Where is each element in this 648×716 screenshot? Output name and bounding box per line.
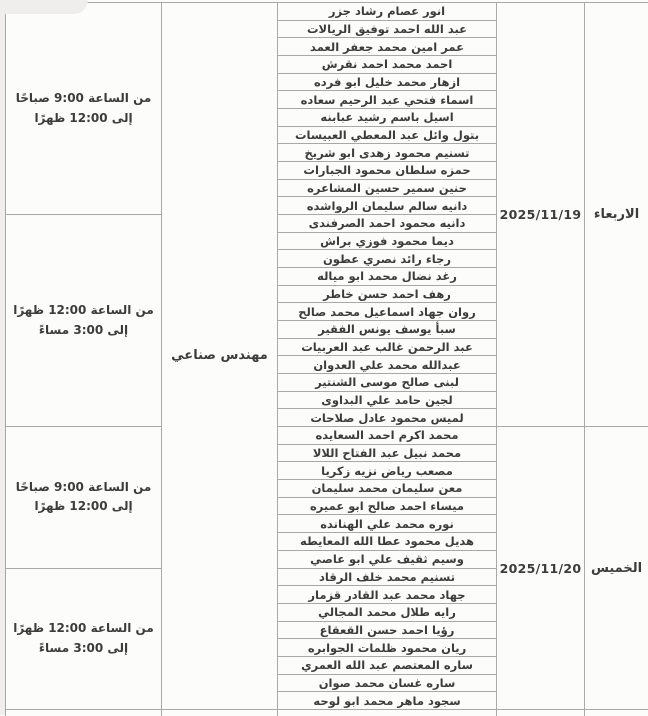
table-row: محمد اكرم احمد السعايده bbox=[278, 427, 497, 445]
table-row: نوره محمد علي الهنانده bbox=[278, 515, 497, 533]
table-row: احمد محمد احمد نقرش bbox=[278, 56, 497, 74]
table-row: تسنيم محمود زهدى ابو شريخ bbox=[278, 144, 497, 162]
page-left-margin bbox=[0, 0, 5, 715]
table-row: بتول وائل عبد المعطي العبيسات bbox=[278, 127, 497, 145]
time-slot-line: من الساعة 12:00 ظهرًا bbox=[13, 302, 154, 317]
time-slot-cell bbox=[6, 569, 162, 710]
table-row: رغد نضال محمد ابو مياله bbox=[278, 268, 497, 286]
table-row: جهاد محمد عبد القادر قزمار bbox=[278, 586, 497, 604]
table-row: تسنيم محمد خلف الرقاد bbox=[278, 569, 497, 587]
time-slot-cell bbox=[6, 3, 162, 215]
table-row: دانيه سالم سليمان الرواشده bbox=[278, 197, 497, 215]
table-row: اسيل باسم رشيد عبابنه bbox=[278, 109, 497, 127]
table-row: مصعب رياض نزيه زكريا bbox=[278, 462, 497, 480]
table-row: ساره المعتصم عبد الله العمري bbox=[278, 657, 497, 675]
table-row: لبنى صالح موسى الشنتير bbox=[278, 374, 497, 392]
table-row: اسماء فتحي عبد الرحيم سعاده bbox=[278, 91, 497, 109]
time-slot-line: إلى 3:00 مساءً bbox=[38, 640, 129, 655]
table-row: دانيه محمود احمد الصرفندى bbox=[278, 215, 497, 233]
date-cell: 2025/11/19 bbox=[497, 3, 585, 427]
table-row: روان جهاد اسماعيل محمد صالح bbox=[278, 303, 497, 321]
table-row: سجود ماهر محمد ابو لوحه bbox=[278, 692, 497, 710]
table-row: ازهار محمد خليل ابو فرده bbox=[278, 74, 497, 92]
table-row: رجاء رائد نصري عطون bbox=[278, 250, 497, 268]
table-row: معن سليمان محمد سليمان bbox=[278, 480, 497, 498]
time-slot-line: إلى 3:00 مساءً bbox=[38, 322, 129, 337]
table-row: رؤيا احمد حسن القعقاع bbox=[278, 622, 497, 640]
time-slot-line: إلى 12:00 ظهرًا bbox=[34, 110, 133, 125]
table-row: رايه طلال محمد المجالي bbox=[278, 604, 497, 622]
schedule-table bbox=[5, 2, 648, 716]
date-cell: 2025/11/20 bbox=[497, 427, 585, 710]
table-row: محمد نبيل عبد الفتاح اللالا bbox=[278, 445, 497, 463]
table-row: ميساء احمد صالح ابو عميره bbox=[278, 498, 497, 516]
time-slot-cell bbox=[6, 215, 162, 427]
table-row: حنين سمير حسين المشاعره bbox=[278, 180, 497, 198]
table-row: سبأ يوسف يونس الفقير bbox=[278, 321, 497, 339]
time-slot-line: من الساعة 12:00 ظهرًا bbox=[13, 620, 154, 635]
table-row: ديما محمود فوزي براش bbox=[278, 233, 497, 251]
table-row: لجين حامد علي البداوى bbox=[278, 392, 497, 410]
table-row: وسيم ثقيف علي ابو عاصي bbox=[278, 551, 497, 569]
table-row: ريان محمود ظلمات الجوابره bbox=[278, 639, 497, 657]
table-row: لميس محمود عادل صلاحات bbox=[278, 409, 497, 427]
table-row: حمزه سلطان محمود الجبارات bbox=[278, 162, 497, 180]
table-row: عبد الرحمن غالب عبد العربيات bbox=[278, 339, 497, 357]
table-row: ساره غسان محمد صوان bbox=[278, 675, 497, 693]
table-row: رهف احمد حسن خاطر bbox=[278, 286, 497, 304]
page-corner-notch bbox=[0, 0, 88, 14]
time-slot-line: إلى 12:00 ظهرًا bbox=[34, 499, 133, 514]
table-row: انور عصام رشاد جزر bbox=[278, 3, 497, 21]
job-title-cell: مهندس صناعي bbox=[162, 3, 278, 710]
day-cell: الخميس bbox=[585, 427, 648, 710]
day-cell: الاربعاء bbox=[585, 3, 648, 427]
time-slot-line: من الساعة 9:00 صباحًا bbox=[15, 479, 152, 494]
time-slot-cell bbox=[6, 427, 162, 568]
table-row: عبد الله احمد توفيق الريالات bbox=[278, 21, 497, 39]
table-row: هديل محمود عطا الله المعايطه bbox=[278, 533, 497, 551]
time-slot-line: من الساعة 9:00 صباحًا bbox=[15, 90, 152, 105]
table-row: عمر امين محمد جعفر العمد bbox=[278, 38, 497, 56]
table-row: عبدالله محمد علي العدوان bbox=[278, 356, 497, 374]
